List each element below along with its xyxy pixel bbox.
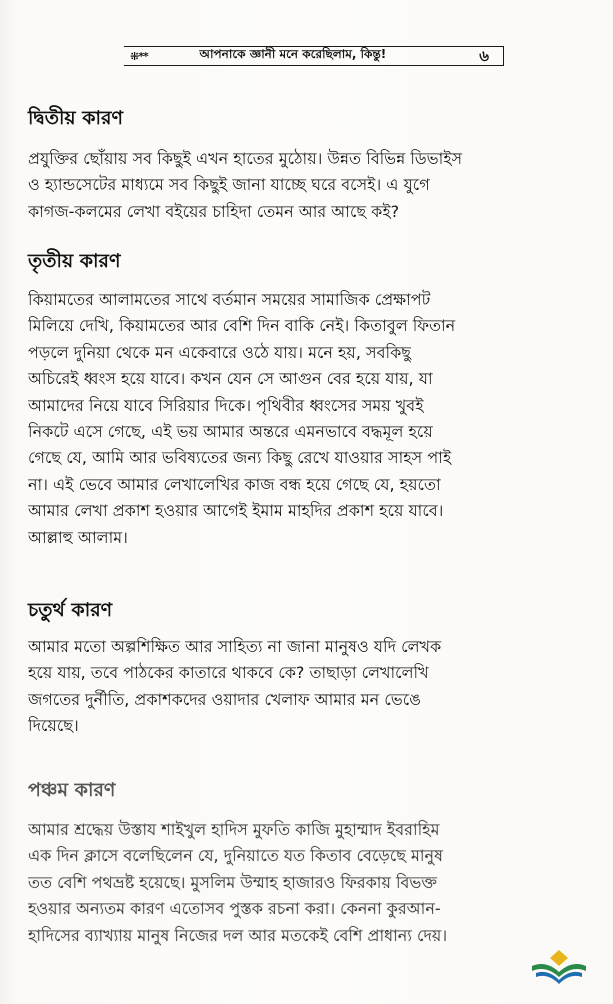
section-heading-second: দ্বিতীয় কারণ bbox=[28, 107, 123, 129]
text-line: না। এই ভেবে আমার লেখালেখির কাজ বন্ধ হয়ে গেছে যে, হয়তো bbox=[28, 474, 441, 494]
text-line: নিকটে এসে গেছে, এই ভয় আমার অন্তরে এমনভাবে বদ্ধমূল হয়ে bbox=[28, 422, 433, 442]
text-line: হওয়ার অন্যতম কারণ এতোসব পুস্তক রচনা করা। কেননা কুরআন- bbox=[28, 899, 441, 919]
text-line: আমার মতো অল্পশিক্ষিত আর সাহিত্য না জানা মানুষও যদি লেখক bbox=[28, 637, 442, 656]
text-line: আল্লাহু আলাম। bbox=[28, 527, 128, 547]
section-paragraph-third bbox=[28, 287, 564, 551]
logo-diamond-shape bbox=[550, 950, 568, 966]
text-line: আমার লেখা প্রকাশ হওয়ার আগেই ইমাম মাহদির প্রকাশ হয়ে যাবে। bbox=[28, 501, 444, 521]
running-header bbox=[124, 46, 444, 66]
text-line: প্রযুক্তির ছোঁয়ায় সব কিছুই এখন হাতের মুঠোয়। উন্নত বিভিন্ন ডিভাইস bbox=[28, 149, 463, 168]
text-line: এক দিন ক্লাসে বলেছিলেন যে, দুনিয়াতে যত কিতাব বেড়েছে মানুষ bbox=[28, 846, 443, 866]
text-line: তত বেশি পথভ্রষ্ট হয়েছে। মুসলিম উম্মাহ হাজারও ফিরকায় বিভক্ত bbox=[28, 872, 437, 892]
text-line: কিয়ামতের আলামতের সাথে বর্তমান সময়ের সামাজিক প্রেক্ষাপট bbox=[28, 290, 431, 309]
text-line: অচিরেই ধ্বংস হয়ে যাবে। কখন যেন সে আগুন বের হয়ে যায়, যা bbox=[28, 369, 433, 389]
text-line: হয়ে যায়, তবে পাঠকের কাতারে থাকবে কে? তাছাড়া লেখালেখি bbox=[28, 663, 429, 683]
page-number: ৬ bbox=[479, 47, 489, 65]
text-line: ও হ্যান্ডসেটের মাধ্যমে সব কিছুই জানা যাচ্ছে ঘরে বসেই। এ যুগে bbox=[28, 175, 430, 195]
section-heading-fourth: চতুর্থ কারণ bbox=[28, 599, 113, 621]
section-paragraph-fourth bbox=[28, 634, 564, 740]
header-page-box bbox=[444, 46, 504, 66]
text-line: গেছে যে, আমি আর ভবিষ্যতের জন্য কিছু রেখে যাওয়ার সাহস পাই bbox=[28, 448, 452, 468]
section-paragraph-second bbox=[28, 146, 564, 225]
text-line: মিলিয়ে দেখি, কিয়ামতের আর বেশি দিন বাকি নেই। কিতাবুল ফিতান bbox=[28, 316, 456, 336]
header-title: আপনাকে জ্ঞানী মনে করেছিলাম, কিন্তু! bbox=[199, 47, 387, 61]
text-line: জগতের দুর্নীতি, প্রকাশকদের ওয়াদার খেলাফ আমার মন ভেঙে bbox=[28, 689, 421, 709]
section-heading-fifth: পঞ্চম কারণ bbox=[28, 779, 116, 801]
open-book-logo-icon bbox=[528, 944, 590, 988]
text-line: পড়লে দুনিয়া থেকে মন একেবারে ওঠে যায়। মনে হয়, সবকিছু bbox=[28, 342, 411, 362]
text-line: আমার শ্রদ্ধেয় উস্তায শাইখুল হাদিস মুফতি কাজি মুহাম্মাদ ইবরাহিম bbox=[28, 820, 440, 839]
section-heading-third: তৃতীয় কারণ bbox=[28, 250, 121, 272]
section-paragraph-fifth bbox=[28, 817, 564, 949]
header-ornament: ⁜** bbox=[130, 49, 148, 63]
text-line: আমাদের নিয়ে যাবে সিরিয়ার দিকে। পৃথিবীর ধ্বংসের সময় খুবই bbox=[28, 395, 424, 415]
text-line: দিয়েছে। bbox=[28, 716, 79, 736]
text-line: কাগজ-কলমের লেখা বইয়ের চাহিদা তেমন আর আছে কই? bbox=[28, 201, 400, 221]
text-line: হাদিসের ব্যাখ্যায় মানুষ নিজের দল আর মতকেই বেশি প্রাধান্য দেয়। bbox=[28, 925, 448, 945]
